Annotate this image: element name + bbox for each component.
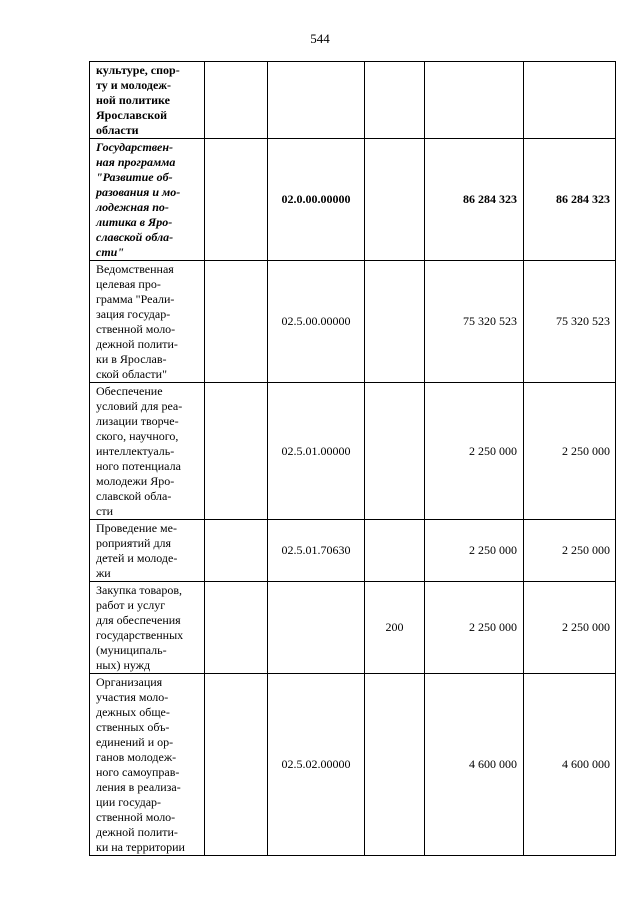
row-name-line: ных) нужд bbox=[96, 658, 151, 672]
target-code-cell: 02.5.02.00000 bbox=[268, 674, 365, 856]
row-name-line: славской обла- bbox=[96, 230, 174, 244]
row-name-cell bbox=[90, 674, 205, 856]
target-code-cell: 02.5.01.00000 bbox=[268, 383, 365, 520]
ministry-code-cell bbox=[205, 520, 268, 582]
row-name-line: единений и ор- bbox=[96, 735, 174, 749]
row-name-line: Ярославской bbox=[96, 108, 168, 122]
ministry-code-cell bbox=[205, 582, 268, 674]
row-name-line: государственных bbox=[96, 628, 184, 642]
table-row bbox=[90, 261, 616, 383]
sum-year1-cell bbox=[425, 62, 524, 139]
row-name-line: целевая про- bbox=[96, 277, 161, 291]
row-name-line: для обеспечения bbox=[96, 613, 181, 627]
sum-year1-cell: 2 250 000 bbox=[425, 520, 524, 582]
row-name-line: дежной полити- bbox=[96, 337, 178, 351]
row-name-line: детей и молоде- bbox=[96, 551, 178, 565]
sum-year2-cell: 2 250 000 bbox=[524, 582, 616, 674]
row-name-cell bbox=[90, 139, 205, 261]
row-name-line: ной политике bbox=[96, 93, 170, 107]
ministry-code-cell bbox=[205, 674, 268, 856]
row-name-line: ного потенциала bbox=[96, 459, 181, 473]
ministry-code-cell bbox=[205, 139, 268, 261]
row-name-line: Закупка товаров, bbox=[96, 583, 182, 597]
row-name-line: работ и услуг bbox=[96, 598, 166, 612]
sum-year2-cell bbox=[524, 62, 616, 139]
sum-year2-cell: 75 320 523 bbox=[524, 261, 616, 383]
row-name-line: условий для реа- bbox=[96, 399, 183, 413]
row-name-line: сти bbox=[96, 504, 113, 518]
ministry-code-cell bbox=[205, 62, 268, 139]
target-code-cell: 02.5.01.70630 bbox=[268, 520, 365, 582]
row-name-line: Организация bbox=[96, 675, 163, 689]
expense-type-cell bbox=[365, 62, 425, 139]
row-name-line: зация государ- bbox=[96, 307, 171, 321]
row-name-line: ления в реализа- bbox=[96, 780, 181, 794]
row-name-line: интеллектуаль- bbox=[96, 444, 175, 458]
row-name-line: Ведомственная bbox=[96, 262, 174, 276]
expense-type-cell bbox=[365, 139, 425, 261]
target-code-cell bbox=[268, 62, 365, 139]
row-name-line: ственных объ- bbox=[96, 720, 170, 734]
row-name-line: ная программа bbox=[96, 155, 176, 169]
row-name-line: жи bbox=[96, 566, 111, 580]
row-name-line: ственной моло- bbox=[96, 322, 176, 336]
ministry-code-cell bbox=[205, 261, 268, 383]
row-name-line: Проведение ме- bbox=[96, 521, 177, 535]
row-name-cell bbox=[90, 62, 205, 139]
row-name-cell bbox=[90, 582, 205, 674]
row-name-line: "Развитие об- bbox=[96, 170, 173, 184]
expense-type-cell bbox=[365, 674, 425, 856]
row-name-line: молодежи Яро- bbox=[96, 474, 175, 488]
row-name-line: ного самоуправ- bbox=[96, 765, 180, 779]
table-row bbox=[90, 582, 616, 674]
ministry-code-cell bbox=[205, 383, 268, 520]
row-name-cell bbox=[90, 261, 205, 383]
row-name-line: литика в Яро- bbox=[96, 215, 173, 229]
expense-type-cell: 200 bbox=[365, 582, 425, 674]
sum-year1-cell: 75 320 523 bbox=[425, 261, 524, 383]
row-name-cell bbox=[90, 383, 205, 520]
target-code-cell: 02.0.00.00000 bbox=[268, 139, 365, 261]
table-row bbox=[90, 62, 616, 139]
target-code-cell bbox=[268, 582, 365, 674]
table-row bbox=[90, 520, 616, 582]
budget-table bbox=[89, 61, 616, 856]
row-name-line: дежной полити- bbox=[96, 825, 178, 839]
row-name-line: разования и мо- bbox=[96, 185, 181, 199]
row-name-line: культуре, спор- bbox=[96, 63, 180, 77]
sum-year2-cell: 2 250 000 bbox=[524, 520, 616, 582]
expense-type-cell bbox=[365, 383, 425, 520]
row-name-line: области bbox=[96, 123, 139, 137]
row-name-line: ской области" bbox=[96, 367, 167, 381]
sum-year1-cell: 2 250 000 bbox=[425, 383, 524, 520]
sum-year1-cell: 2 250 000 bbox=[425, 582, 524, 674]
target-code-cell: 02.5.00.00000 bbox=[268, 261, 365, 383]
row-name-line: славской обла- bbox=[96, 489, 172, 503]
expense-type-cell bbox=[365, 261, 425, 383]
sum-year2-cell: 86 284 323 bbox=[524, 139, 616, 261]
row-name-line: ту и молодеж- bbox=[96, 78, 171, 92]
row-name-line: роприятий для bbox=[96, 536, 172, 550]
row-name-line: ского, научного, bbox=[96, 429, 179, 443]
row-name-line: Обеспечение bbox=[96, 384, 163, 398]
row-name-line: ки на территории bbox=[96, 840, 185, 854]
sum-year1-cell: 86 284 323 bbox=[425, 139, 524, 261]
budget-table-body bbox=[90, 62, 616, 856]
row-name-line: грамма "Реали- bbox=[96, 292, 175, 306]
table-row bbox=[90, 139, 616, 261]
row-name-line: лизации творче- bbox=[96, 414, 179, 428]
row-name-line: ки в Ярослав- bbox=[96, 352, 167, 366]
row-name-line: лодежная по- bbox=[96, 200, 169, 214]
row-name-line: Государствен- bbox=[96, 140, 173, 154]
row-name-line: ственной моло- bbox=[96, 810, 176, 824]
row-name-line: (муниципаль- bbox=[96, 643, 167, 657]
page-number: 544 bbox=[310, 31, 330, 46]
row-name-line: ции государ- bbox=[96, 795, 162, 809]
sum-year2-cell: 4 600 000 bbox=[524, 674, 616, 856]
expense-type-cell bbox=[365, 520, 425, 582]
table-row bbox=[90, 383, 616, 520]
table-row bbox=[90, 674, 616, 856]
row-name-line: сти" bbox=[96, 245, 124, 259]
row-name-line: ганов молодеж- bbox=[96, 750, 177, 764]
row-name-line: дежных обще- bbox=[96, 705, 170, 719]
sum-year2-cell: 2 250 000 bbox=[524, 383, 616, 520]
sum-year1-cell: 4 600 000 bbox=[425, 674, 524, 856]
row-name-line: участия моло- bbox=[96, 690, 169, 704]
row-name-cell bbox=[90, 520, 205, 582]
